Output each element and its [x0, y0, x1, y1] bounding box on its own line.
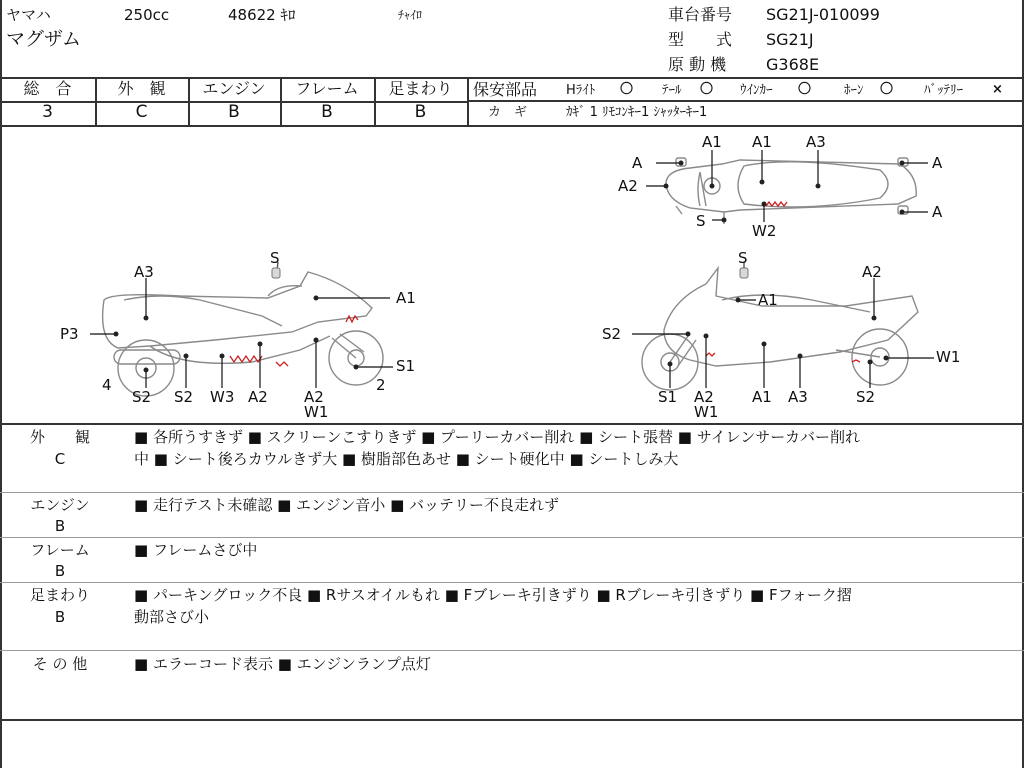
- left-label-s1: S1: [396, 357, 416, 375]
- horn-status: 〇: [880, 82, 894, 97]
- divider: [0, 492, 1024, 493]
- horn-label: ﾎｰﾝ: [844, 83, 864, 98]
- frame-no: SG21J-010099: [766, 5, 880, 24]
- detail-text-other: ■ エラーコード表示 ■ エンジンランプ点灯: [134, 655, 431, 673]
- left-label-w3: W3: [210, 388, 235, 406]
- left-label-s2b: S2: [174, 388, 194, 406]
- divider: [0, 719, 1024, 721]
- right-label-a1b: A1: [752, 388, 772, 406]
- rating-engine-label: エンジン: [202, 79, 266, 98]
- damage-mark: [706, 353, 715, 356]
- detail-label-frame: フレーム: [30, 541, 90, 559]
- left-label-a2b: A2: [304, 388, 324, 406]
- tail-label: ﾃｰﾙ: [662, 83, 682, 98]
- detail-text-exterior: ■ 各所うすきず ■ スクリーンこすりきず ■ プーリーカバー削れ ■ シート張替 ■ サイレンサーカバー削れ: [134, 428, 861, 446]
- rating-total-label: 総 合: [23, 79, 72, 98]
- right-label-a1: A1: [758, 291, 778, 309]
- top-label-s: S: [696, 212, 706, 230]
- frame-no-label: 車台番号: [668, 5, 733, 24]
- damage-mark: [230, 356, 262, 362]
- rating-suspension-label: 足まわり: [388, 79, 453, 98]
- right-label-a2b: A2: [694, 388, 714, 406]
- top-label-a3: A3: [806, 133, 826, 151]
- rating-frame-value: B: [321, 102, 333, 122]
- displacement: 250cc: [124, 6, 170, 24]
- top-label-a1b: A1: [752, 133, 772, 151]
- top-label-a2: A2: [618, 177, 638, 195]
- detail-text-exterior-cont: 中 ■ シート後ろカウルきず大 ■ 樹脂部色あせ ■ シート硬化中 ■ シートしみ大: [134, 450, 679, 468]
- model-name: マグザム: [6, 28, 82, 50]
- detail-label-exterior: 外 観: [29, 428, 90, 446]
- left-label-s2: S2: [132, 388, 152, 406]
- key-label: カ ギ: [488, 105, 528, 120]
- engine-value: G368E: [766, 55, 820, 74]
- right-label-s1: S1: [658, 388, 678, 406]
- divider: [0, 650, 1024, 651]
- right-label-s2b: S2: [856, 388, 876, 406]
- left-label-4: 4: [102, 376, 112, 394]
- left-label-a2: A2: [248, 388, 268, 406]
- type-label: 型 式: [668, 30, 733, 49]
- detail-label-other: そ の 他: [32, 655, 88, 673]
- damage-mark: [276, 362, 288, 366]
- rating-engine-value: B: [228, 102, 240, 122]
- detail-text-engine: ■ 走行テスト未確認 ■ エンジン音小 ■ バッテリー不良走れず: [134, 496, 560, 514]
- rating-total-value: 3: [42, 102, 53, 122]
- type-value: SG21J: [766, 30, 814, 49]
- left-label-w1: W1: [304, 403, 329, 421]
- left-label-s: S: [270, 249, 280, 267]
- divider: [467, 78, 469, 126]
- key-detail: ｶｷﾞ 1 ﾘﾓｺﾝｷｰ1 ｼｬｯﾀｰｷｰ1: [566, 105, 708, 120]
- rating-suspension-value: B: [414, 102, 427, 122]
- detail-label-suspension: 足まわり: [29, 586, 90, 604]
- mileage: 48622 ｷﾛ: [228, 6, 296, 24]
- detail-text-frame: ■ フレームさび中: [134, 541, 258, 559]
- right-label-a3: A3: [788, 388, 808, 406]
- right-label-a2: A2: [862, 263, 882, 281]
- divider: [0, 582, 1024, 583]
- left-label-2: 2: [376, 376, 386, 394]
- engine-label: 原 動 機: [668, 55, 727, 74]
- detail-label-engine: エンジン: [30, 496, 90, 514]
- rating-exterior-value: C: [135, 102, 148, 122]
- battery-label: ﾊﾞｯﾃﾘｰ: [924, 83, 963, 98]
- damage-mark: [852, 360, 860, 362]
- detail-grade-engine: B: [54, 517, 66, 535]
- left-label-a1: A1: [396, 289, 416, 307]
- right-label-s: S: [738, 249, 748, 267]
- divider: [0, 423, 1024, 425]
- divider: [0, 537, 1024, 538]
- rating-exterior-label: 外 観: [117, 79, 166, 98]
- top-label-a-right-bottom: A: [932, 203, 943, 221]
- damage-mark: [766, 202, 787, 206]
- detail-text-suspension-cont: 動部さび小: [134, 608, 210, 626]
- detail-text-suspension: ■ パーキングロック不良 ■ Rサスオイルもれ ■ Fブレーキ引きずり ■ Rブレーキ引きずり ■ Fフォーク摺: [134, 586, 852, 604]
- detail-grade-exterior: C: [54, 450, 66, 468]
- color: ﾁｬｲﾛ: [398, 8, 423, 22]
- top-label-a-right: A: [932, 154, 943, 172]
- rating-frame-label: フレーム: [295, 79, 359, 98]
- winker-label: ｳｲﾝｶｰ: [740, 83, 773, 98]
- damage-mark: [346, 316, 358, 322]
- right-label-w1: W1: [936, 348, 961, 366]
- divider: [468, 100, 1024, 102]
- damage-diagram: [0, 127, 1022, 421]
- right-label-w1b: W1: [694, 403, 719, 421]
- winker-status: 〇: [798, 82, 812, 97]
- battery-status: ×: [992, 82, 1003, 97]
- top-label-w2: W2: [752, 222, 777, 240]
- maker-name: ヤマハ: [6, 6, 51, 24]
- safety-parts-title: 保安部品: [473, 80, 538, 99]
- left-label-p3: P3: [60, 325, 79, 343]
- left-label-a3: A3: [134, 263, 154, 281]
- headlight-label: Hﾗｲﾄ: [566, 83, 596, 98]
- right-label-s2: S2: [602, 325, 622, 343]
- headlight-status: 〇: [620, 82, 634, 97]
- top-label-a1: A1: [702, 133, 722, 151]
- detail-grade-frame: B: [54, 562, 66, 580]
- detail-grade-suspension: B: [54, 608, 66, 626]
- tail-status: 〇: [700, 82, 714, 97]
- top-label-a-left: A: [632, 154, 643, 172]
